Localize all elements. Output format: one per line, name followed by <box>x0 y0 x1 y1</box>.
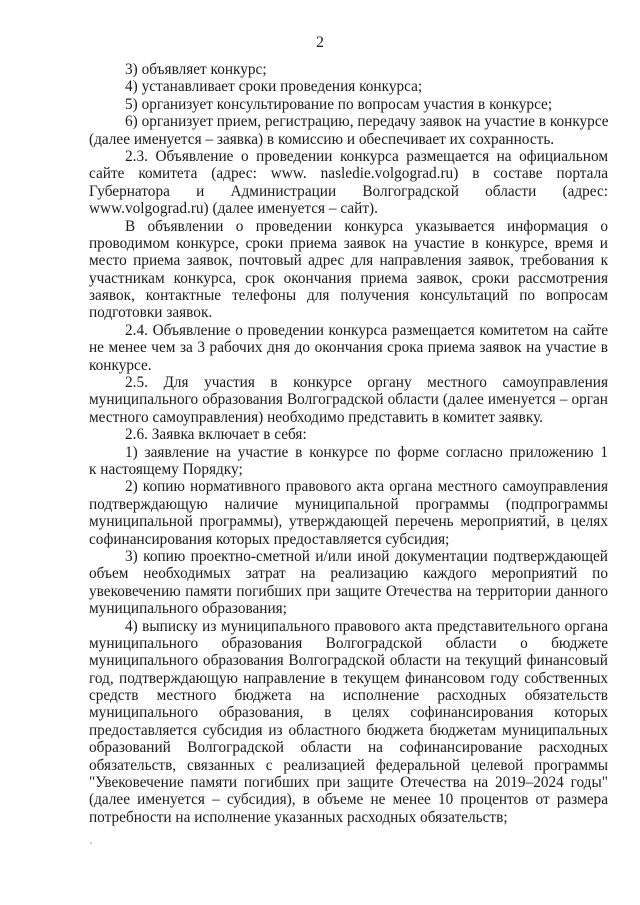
text-line: 2.5. Для участия в конкурсе органу местного самоуправления <box>125 374 608 392</box>
text-line: 2.6. Заявка включает в себя: <box>125 426 307 444</box>
text-line: муниципального образования, в целях софинансирования которых <box>89 704 608 722</box>
text-line: (далее именуется – заявка) в комиссию и обеспечивает их сохранность. <box>89 130 555 148</box>
text-line: конкурсе. <box>89 356 152 374</box>
text-line: муниципального образования Волгоградской области (далее именуется – орган <box>89 391 608 409</box>
text-line: образований Волгоградской области на софинансирование расходных <box>89 739 608 757</box>
text-line: муниципальной программы), утверждающей перечень мероприятий, в целях <box>89 513 608 531</box>
text-line: 6) организует прием, регистрацию, передачу заявок на участие в конкурсе <box>125 113 609 131</box>
text-line: муниципального образования Волгоградской области о бюджете <box>89 634 608 652</box>
text-line: 1) заявление на участие в конкурсе по форме согласно приложению 1 <box>125 443 608 461</box>
scan-artifact <box>90 842 92 844</box>
text-line: потребности на исполнение указанных расходных обязательств; <box>89 808 508 826</box>
document-body <box>89 61 608 826</box>
text-line: заявок, контактные телефоны для получения консультаций по вопросам <box>89 287 608 305</box>
text-line: подготовки заявок. <box>89 304 213 322</box>
text-line: средств местного бюджета на исполнение расходных обязательств <box>89 687 608 705</box>
page-number: 2 <box>316 34 324 51</box>
text-line: www.volgograd.ru) (далее именуется – сайт). <box>89 200 378 218</box>
text-line: 5) организует консультирование по вопросам участия в конкурсе; <box>125 95 553 113</box>
text-line: участникам конкурса, срок окончания приема заявок, сроки рассмотрения <box>89 269 608 287</box>
text-line: (далее именуется – субсидия), в объеме не менее 10 процентов от размера <box>89 791 608 809</box>
text-line: место приема заявок, почтовый адрес для направления заявок, требования к <box>89 252 608 270</box>
text-line: 2.3. Объявление о проведении конкурса размещается на официальном <box>125 147 608 165</box>
text-line: муниципального образования Волгоградской области на текущий финансовый <box>89 652 608 670</box>
text-line: 2.4. Объявление о проведении конкурса размещается комитетом на сайте <box>125 321 608 339</box>
text-line: 3) копию проектно-сметной и/или иной документации подтверждающей <box>125 547 608 565</box>
text-line: сайте комитета (адрес: www. nasledie.volgograd.ru) в составе портала <box>89 165 608 183</box>
text-line: 4) устанавливает сроки проведения конкурса; <box>125 78 423 96</box>
text-line: 2) копию нормативного правового акта органа местного самоуправления <box>125 478 608 496</box>
text-line: софинансирования которых предоставляется субсидия; <box>89 530 450 548</box>
text-line: год, подтверждающую направление в текущем финансовом году собственных <box>89 669 608 687</box>
text-line: 4) выписку из муниципального правового акта представительного органа <box>125 617 608 635</box>
text-line: обязательств, связанных с реализацией федеральной целевой программы <box>89 756 608 774</box>
text-line: подтверждающую наличие муниципальной программы (подпрограммы <box>89 495 608 513</box>
text-line: предоставляется субсидия из областного бюджета бюджетам муниципальных <box>89 721 608 739</box>
text-line: "Увековечение памяти погибших при защите Отечества на 2019–2024 годы" <box>89 774 608 792</box>
text-line: объем необходимых затрат на реализацию каждого мероприятий по <box>89 565 608 583</box>
text-line: Губернатора и Администрации Волгоградской области (адрес: <box>89 182 608 200</box>
text-line: не менее чем за 3 рабочих дня до окончания срока приема заявок на участие в <box>89 339 608 357</box>
text-line: увековечению памяти погибших при защите Отечества на территории данного <box>89 582 608 600</box>
text-line: проводимом конкурсе, сроки приема заявок на участие в конкурсе, время и <box>89 234 608 252</box>
text-line: к настоящему Порядку; <box>89 460 243 478</box>
text-line: местного самоуправления) необходимо представить в комитет заявку. <box>89 408 544 426</box>
text-line: муниципального образования; <box>89 600 287 618</box>
text-line: 3) объявляет конкурс; <box>125 61 267 78</box>
text-line: В объявлении о проведении конкурса указывается информация о <box>125 217 608 235</box>
